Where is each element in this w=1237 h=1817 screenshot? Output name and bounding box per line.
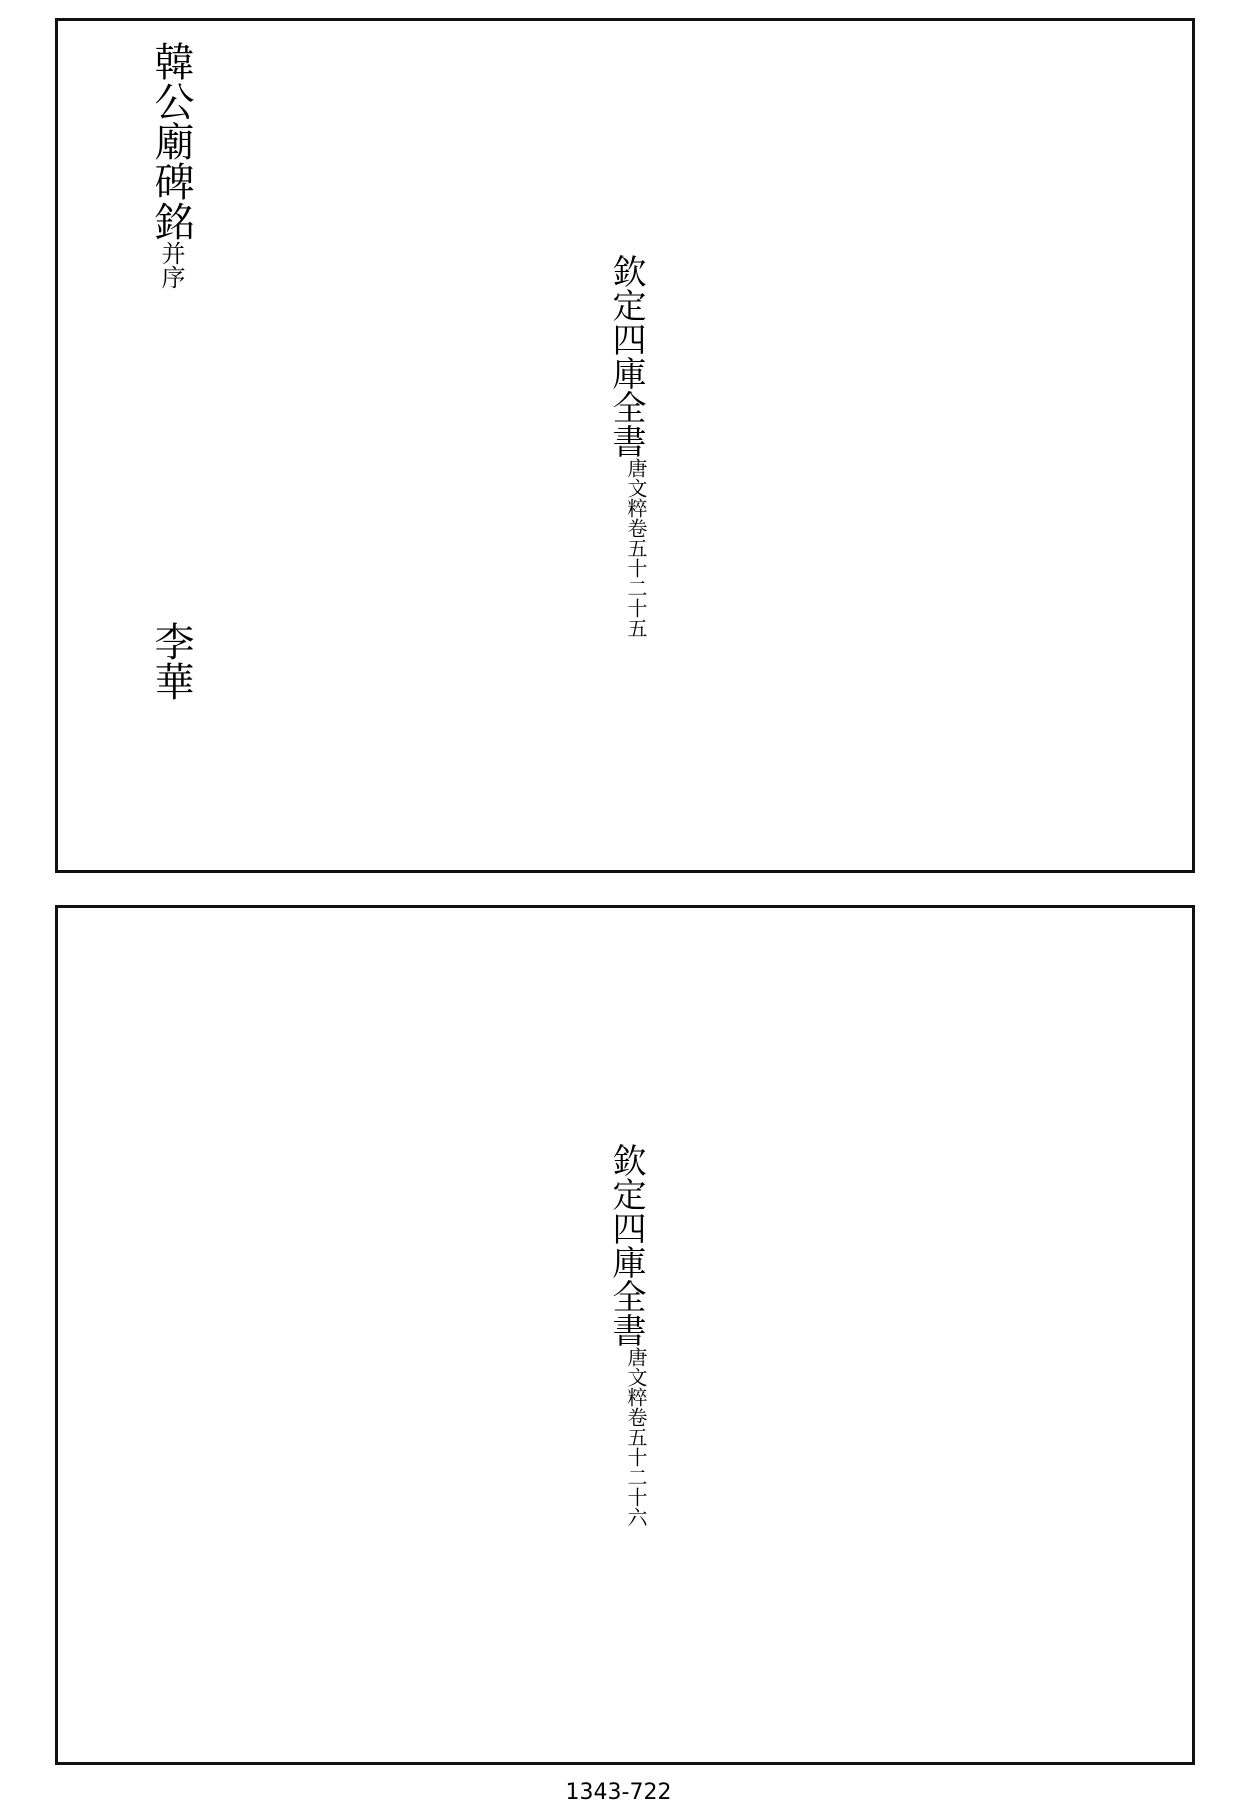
- page-number: 1343-722: [565, 1780, 672, 1805]
- center-margin-strip: 欽定四庫全書 唐文粹 卷五十二 十五: [606, 253, 648, 638]
- center-margin-strip: 欽定四庫全書 唐文粹 卷五十二 十六: [606, 1143, 648, 1527]
- page-panel-upper: [55, 18, 1195, 873]
- page-panel-lower: [55, 905, 1195, 1765]
- essay-title: 韓公廟碑銘并序: [148, 41, 194, 289]
- author: 李華: [148, 621, 194, 701]
